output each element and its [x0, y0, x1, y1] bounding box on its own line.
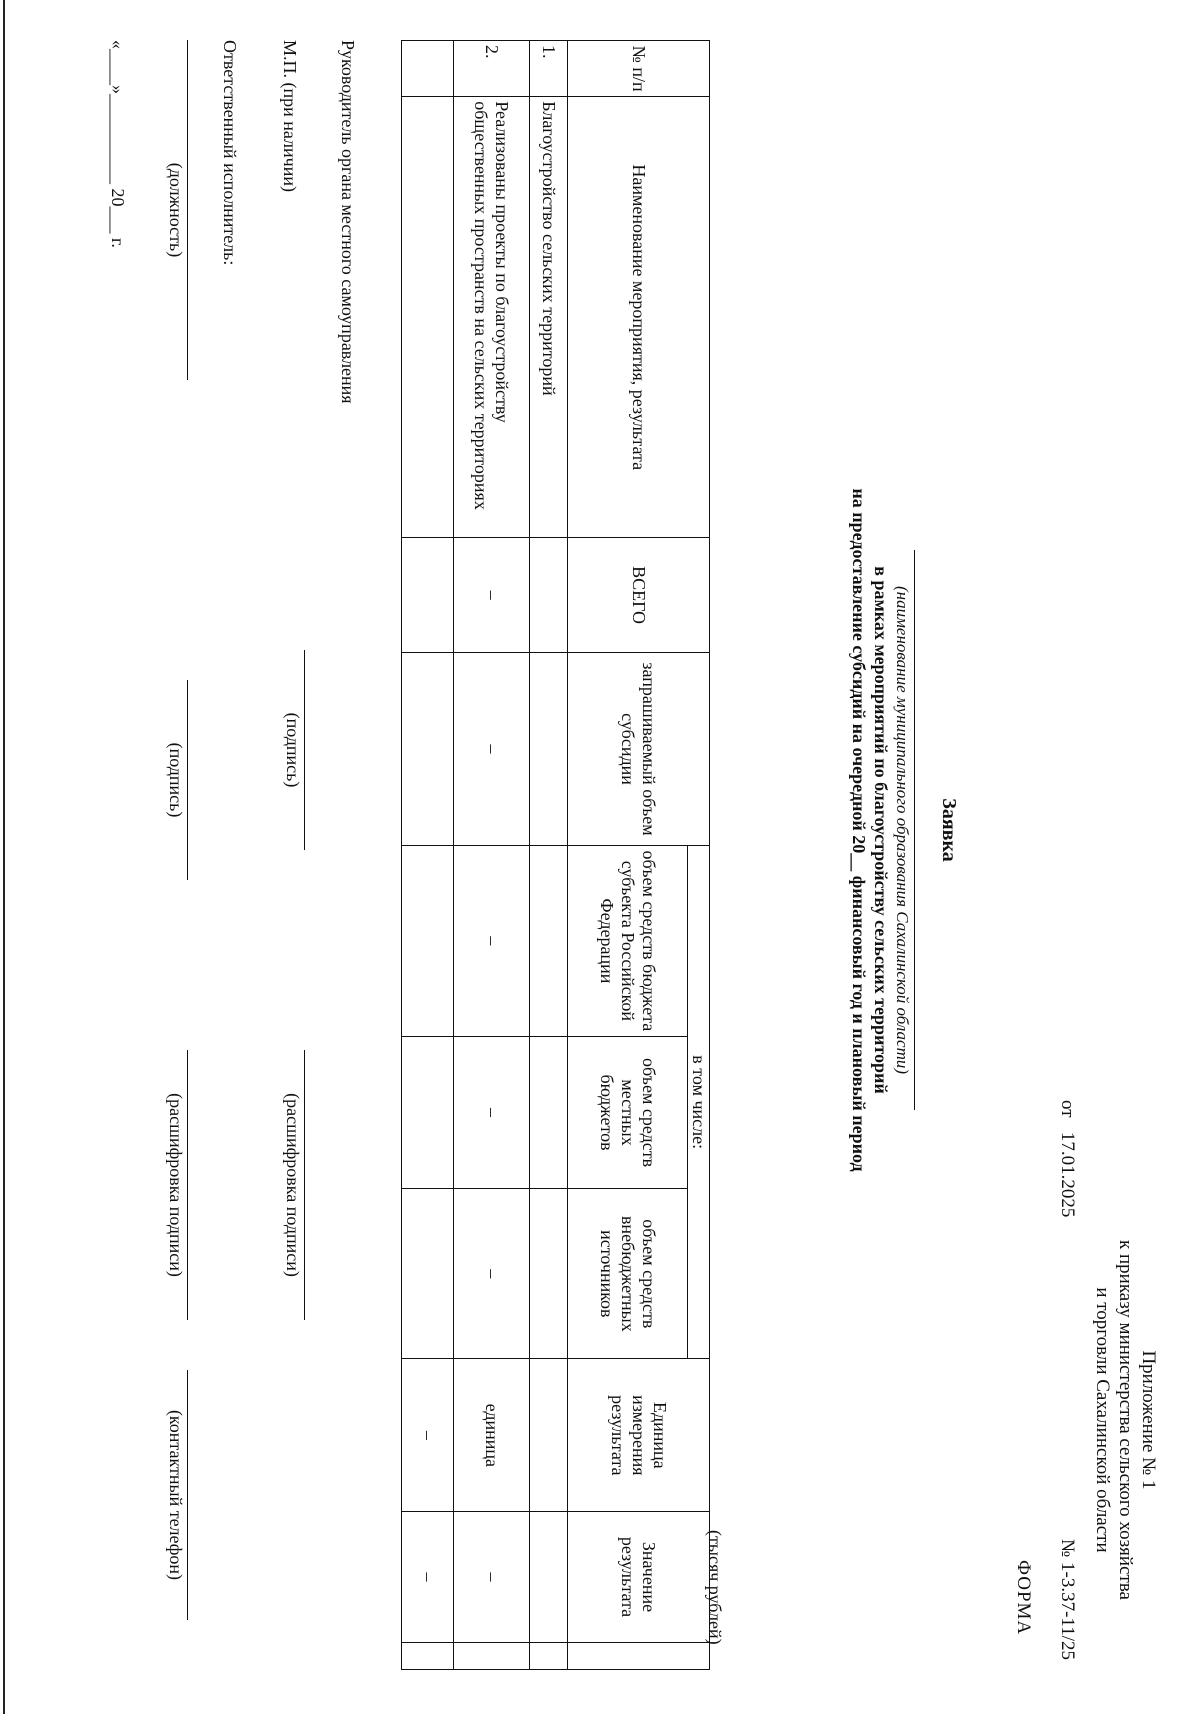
row-3-local [402, 1036, 454, 1189]
header-local: объем средств местных бюджетов [568, 1036, 688, 1189]
row-3-extrabudget [402, 1189, 454, 1359]
row-3-total [402, 538, 454, 653]
header-spare [568, 1642, 710, 1669]
row-1-regional [530, 846, 568, 1036]
row-2-value: – [454, 1512, 530, 1642]
executor-decoding-caption: (расшифровка подписи) [166, 1093, 186, 1277]
row-1-name: Благоустройство сельских территорий [530, 97, 568, 538]
row-3-spare [402, 1642, 454, 1669]
header-value: Значение результата [568, 1512, 710, 1642]
row-1-spare [530, 1642, 568, 1669]
row-3-num [402, 41, 454, 97]
head-label: Руководитель органа местного самоуправления [338, 40, 358, 404]
row-2-name: Реализованы проекты по благоустройству общественных пространств на сельских территориях [454, 97, 530, 538]
row-1-requested [530, 652, 568, 845]
header-num: № п/п [568, 41, 710, 97]
subtitle-line-1: в рамках мероприятий по благоустройству сельских территорий [871, 566, 891, 1094]
appendix-line-3: и торговли Сахалинской области [1092, 1287, 1113, 1553]
subsidy-request-table [401, 40, 710, 1670]
table-row [402, 41, 454, 1670]
row-2-num: 2. [454, 41, 530, 97]
row-2-local: – [454, 1036, 530, 1189]
scan-edge-line [3, 0, 5, 1714]
executor-signature-caption: (подпись) [166, 742, 186, 818]
executor-decoding-line [187, 1050, 188, 1320]
order-number: № 1-3.37-11/25 [1057, 1539, 1078, 1660]
head-signature-caption: (подпись) [283, 712, 303, 788]
appendix-block [1091, 1180, 1160, 1660]
header-including: в том числе: [688, 846, 710, 1359]
header-extrabudget: объем средств внебюджетных источников [568, 1189, 688, 1359]
head-decoding-caption: (расшифровка подписи) [283, 1093, 303, 1277]
row-3-regional [402, 846, 454, 1036]
form-label: ФОРМА [1013, 1560, 1034, 1636]
row-1-unit [530, 1359, 568, 1512]
order-date: 17.01.2025 [1057, 1131, 1078, 1218]
appendix-line-2: к приказу министерства сельского хозяйства [1115, 1240, 1136, 1600]
row-1-num: 1. [530, 41, 568, 97]
executor-phone-caption: (контактный телефон) [166, 1409, 186, 1581]
row-3-value: – [402, 1512, 454, 1642]
municipality-fill-line [914, 550, 915, 1110]
executor-position-caption: (должность) [166, 162, 186, 258]
units-label: (тысяч рублей) [705, 1530, 725, 1645]
row-2-requested: – [454, 652, 530, 845]
row-2-spare [454, 1642, 530, 1669]
row-2-regional: – [454, 846, 530, 1036]
row-1-local [530, 1036, 568, 1189]
row-1-total [530, 538, 568, 653]
order-prefix: от [1057, 1100, 1078, 1118]
order-line [1056, 1100, 1078, 1660]
table-row [454, 41, 530, 1670]
row-3-requested [402, 652, 454, 845]
row-1-extrabudget [530, 1189, 568, 1359]
header-name: Наименование мероприятия, результата [568, 97, 710, 538]
row-3-unit: – [402, 1359, 454, 1512]
appendix-title: Приложение № 1 [1138, 1350, 1159, 1490]
executor-phone-line [187, 1370, 188, 1620]
row-2-extrabudget: – [454, 1189, 530, 1359]
row-1-value [530, 1512, 568, 1642]
header-unit: Единица измерения результата [568, 1359, 710, 1512]
table-row [530, 41, 568, 1670]
executor-label: Ответственный исполнитель: [220, 40, 240, 266]
row-2-unit: единица [454, 1359, 530, 1512]
head-signature-line [304, 650, 305, 850]
table-header-row-1 [688, 41, 710, 1670]
header-total: ВСЕГО [568, 538, 710, 653]
row-2-total: – [454, 538, 530, 653]
municipality-caption: (наименование муниципального образования Сахалинской области) [893, 585, 912, 1075]
head-decoding-line [304, 1050, 305, 1320]
executor-position-line [187, 40, 188, 380]
header-regional: объем средств бюджета субъекта Российской Федерации [568, 846, 688, 1036]
row-3-name [402, 97, 454, 538]
stamp-label: М.П. (при наличии) [280, 40, 300, 192]
date-template: «____»__________ 20___ г. [108, 40, 128, 248]
title-block [848, 420, 960, 1240]
executor-signature-line [187, 680, 188, 880]
header-requested: запрашиваемый объем субсидии [568, 652, 710, 845]
document-title: Заявка [938, 798, 960, 862]
subtitle-line-2: на предоставление субсидий на очередной 20__ финансовый год и плановый период [849, 488, 869, 1172]
